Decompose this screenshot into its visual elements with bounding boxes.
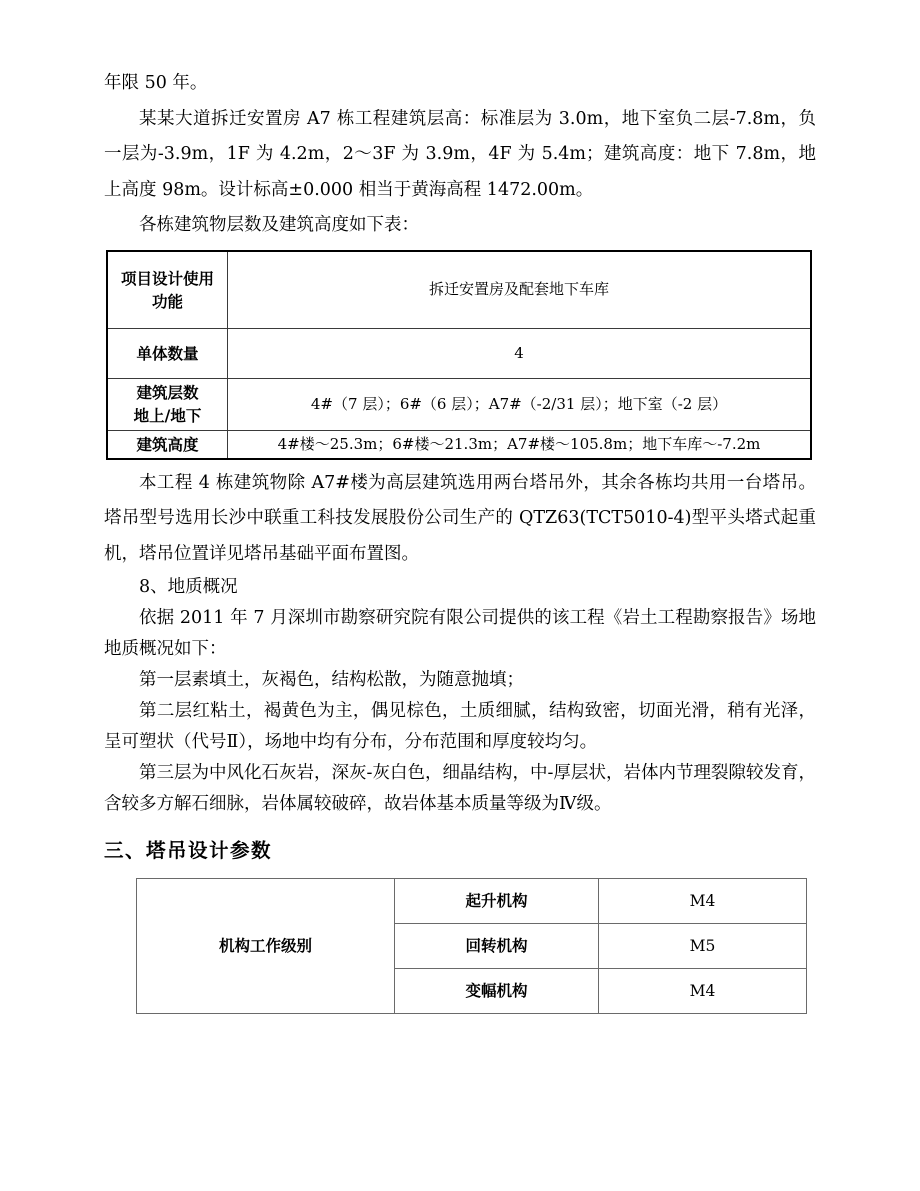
mechanism-name-hoisting: 起升机构 [395, 879, 599, 924]
label-line-2: 地上/地下 [133, 406, 202, 426]
paragraph-geology-heading: 8、地质概况 [139, 577, 238, 598]
table-row [137, 879, 807, 924]
paragraph-tower-crane-selection: 本工程 4 栋建筑物除 A7#楼为高层建筑选用两台塔吊外，其余各栋均共用一台塔吊。塔吊型号选用长沙中联重工科技发展股份公司生产的 QTZ63(TCT5010-4)型平头塔式起重机，塔吊位置详见塔吊基础平面布置图。 [104, 472, 816, 564]
paragraph-layer-two: 第二层红粘土，褐黄色为主，偶见棕色，土质细腻，结构致密，切面光滑，稍有光泽，呈可塑状（代号Ⅱ），场地中均有分布，分布范围和厚度较均匀。 [104, 701, 816, 753]
row-label-building-height: 建筑高度 [107, 430, 228, 459]
label-line-1: 项目设计使用 [120, 268, 214, 288]
mechanism-name-luffing: 变幅机构 [395, 969, 599, 1014]
row-value-unit-count: 4 [228, 329, 812, 379]
mechanism-grade-luffing: M4 [599, 969, 807, 1014]
row-value-floor-count: 4#（7 层）；6#（6 层）；A7#（-2/31 层）；地下室（-2 层） [228, 379, 812, 431]
mechanism-grade-hoisting: M4 [599, 879, 807, 924]
row-value-building-height: 4#楼～25.3m；6#楼～21.3m；A7#楼～105.8m；地下车库～-7.2m [228, 430, 812, 459]
crane-parameters-table [136, 878, 807, 1014]
building-info-table [106, 250, 812, 460]
paragraph-year-limit: 年限 50 年。 [104, 73, 208, 93]
paragraph-layer-one: 第一层素填土，灰褐色，结构松散，为随意抛填； [139, 670, 524, 691]
paragraph-layer-three: 第三层为中风化石灰岩，深灰-灰白色，细晶结构，中-厚层状，岩体内节理裂隙较发育，含较多方解石细脉，岩体属较破碎，故岩体基本质量等级为Ⅳ级。 [104, 763, 816, 815]
mechanism-grade-slewing: M5 [599, 924, 807, 969]
paragraph-floor-heights: 某某大道拆迁安置房 A7 栋工程建筑层高：标准层为 3.0m，地下室负二层-7.8m，负一层为-3.9m，1F 为 4.2m，2～3F 为 3.9m，4F 为 5.4m；建筑高度：地下 7.8m，地上高度 98m。设计标高±0.000 相当于黄海高程 1472.00m。 [104, 108, 816, 200]
table-row [107, 251, 811, 329]
mechanism-name-slewing: 回转机构 [395, 924, 599, 969]
label-line-2: 功能 [151, 291, 183, 311]
table-row [107, 329, 811, 379]
row-label-design-function [107, 251, 228, 329]
page-content [104, 66, 816, 1014]
group-label-mechanism-work-class: 机构工作级别 [137, 879, 395, 1014]
paragraph-geology-source: 依据 2011 年 7 月深圳市勘察研究院有限公司提供的该工程《岩土工程勘察报告》场地地质概况如下： [104, 608, 816, 660]
row-label-unit-count: 单体数量 [107, 329, 228, 379]
row-label-floor-count [107, 379, 228, 431]
section-heading-crane-parameters: 三、塔吊设计参数 [104, 839, 273, 863]
table-row [107, 379, 811, 431]
row-value-design-function: 拆迁安置房及配套地下车库 [228, 251, 812, 329]
label-line-1: 建筑层数 [136, 383, 199, 402]
paragraph-table-intro: 各栋建筑物层数及建筑高度如下表： [139, 215, 419, 235]
table-row [107, 430, 811, 459]
